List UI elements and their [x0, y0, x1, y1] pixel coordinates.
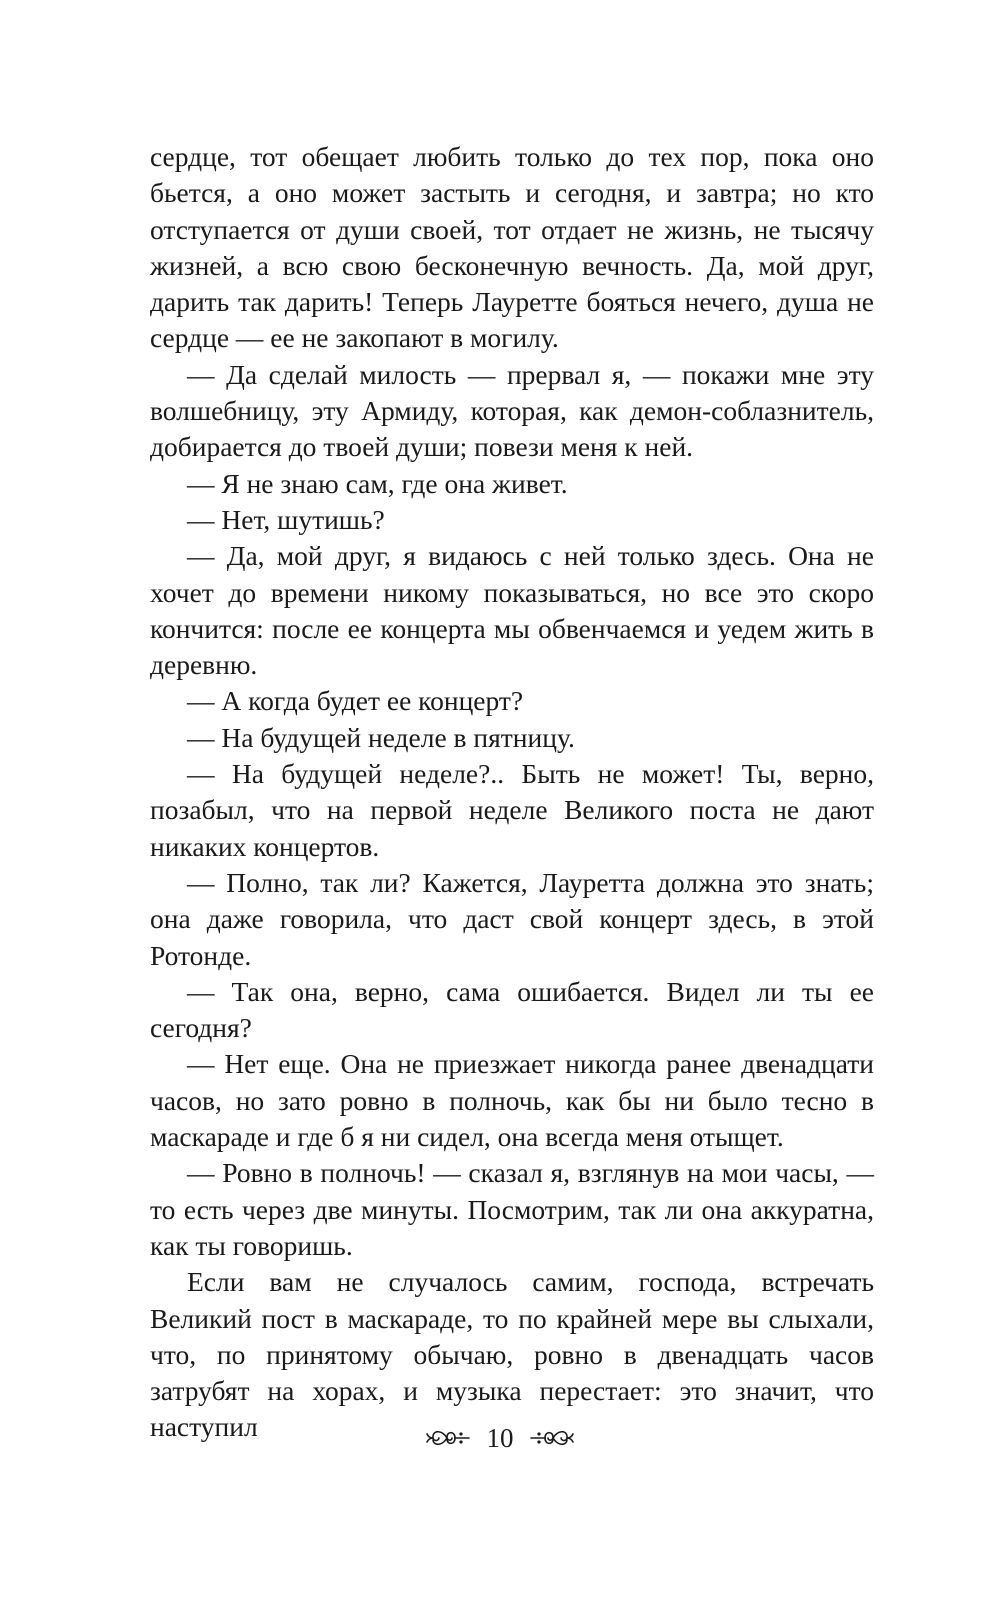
paragraph-13: Если вам не случалось самим, господа, встречать Великий пост в маскараде, то по крайней мере вы слыхали, что, по принятому обычаю, ровно в двенадцать часов затрубят на хорах, и музыка перестает: это значит, что наступил: [150, 1266, 874, 1443]
page-footer: [0, 1418, 1000, 1458]
paragraph-5: — Да, мой друг, я видаюсь с ней только здесь. Она не хочет до времени никому показываться, но все это скоро кончится: после ее концерта мы обвенчаемся и уедем жить в деревню.: [150, 540, 874, 681]
floral-ornament-right-icon: [529, 1426, 575, 1450]
paragraph-10: — Так она, верно, сама ошибается. Видел ли ты ее сегодня?: [150, 975, 874, 1044]
paragraph-8: — На будущей неделе?.. Быть не может! Ты, верно, позабыл, что на первой неделе Великого поста не дают никаких концертов.: [150, 758, 874, 862]
paragraph-2: — Да сделай милость — прервал я, — покажи мне эту волшебницу, эту Армиду, которая, как демон-соблазнитель, добирается до твоей души; повези меня к ней.: [150, 358, 874, 463]
paragraph-4: — Нет, шутишь?: [187, 503, 385, 535]
floral-ornament-left-icon: [425, 1426, 471, 1450]
page-number: 10: [486, 1422, 514, 1453]
paragraph-9: — Полно, так ли? Кажется, Лауретта должна это знать; она даже говорила, что даст свой концерт здесь, в этой Ротонде.: [150, 866, 874, 971]
paragraph-6: — А когда будет ее концерт?: [187, 685, 524, 717]
paragraph-11: — Нет еще. Она не приезжает никогда ранее двенадцати часов, но зато ровно в полночь, как бы ни было тесно в маскараде и где б я ни сидел, она всегда меня отыщет.: [150, 1048, 874, 1153]
paragraph-12: — Ровно в полночь! — сказал я, взглянув на мои часы, — то есть через две минуты. Посмотрим, так ли она аккуратна, как ты говоришь.: [150, 1157, 874, 1261]
body-text: [150, 139, 874, 1446]
paragraph-7: — На будущей неделе в пятницу.: [187, 721, 575, 753]
paragraph-3: — Я не знаю сам, где она живет.: [187, 467, 568, 499]
paragraph-1: сердце, тот обещает любить только до тех пор, пока оно бьется, а оно может застыть и сегодня, и завтра; но кто отступается от души своей, тот отдает не жизнь, не тысячу жизней, а всю свою бесконечную вечность. Да, мой друг, дарить так дарить! Теперь Лауретте бояться нечего, душа не сердце — ее не закопают в могилу.: [150, 141, 874, 354]
